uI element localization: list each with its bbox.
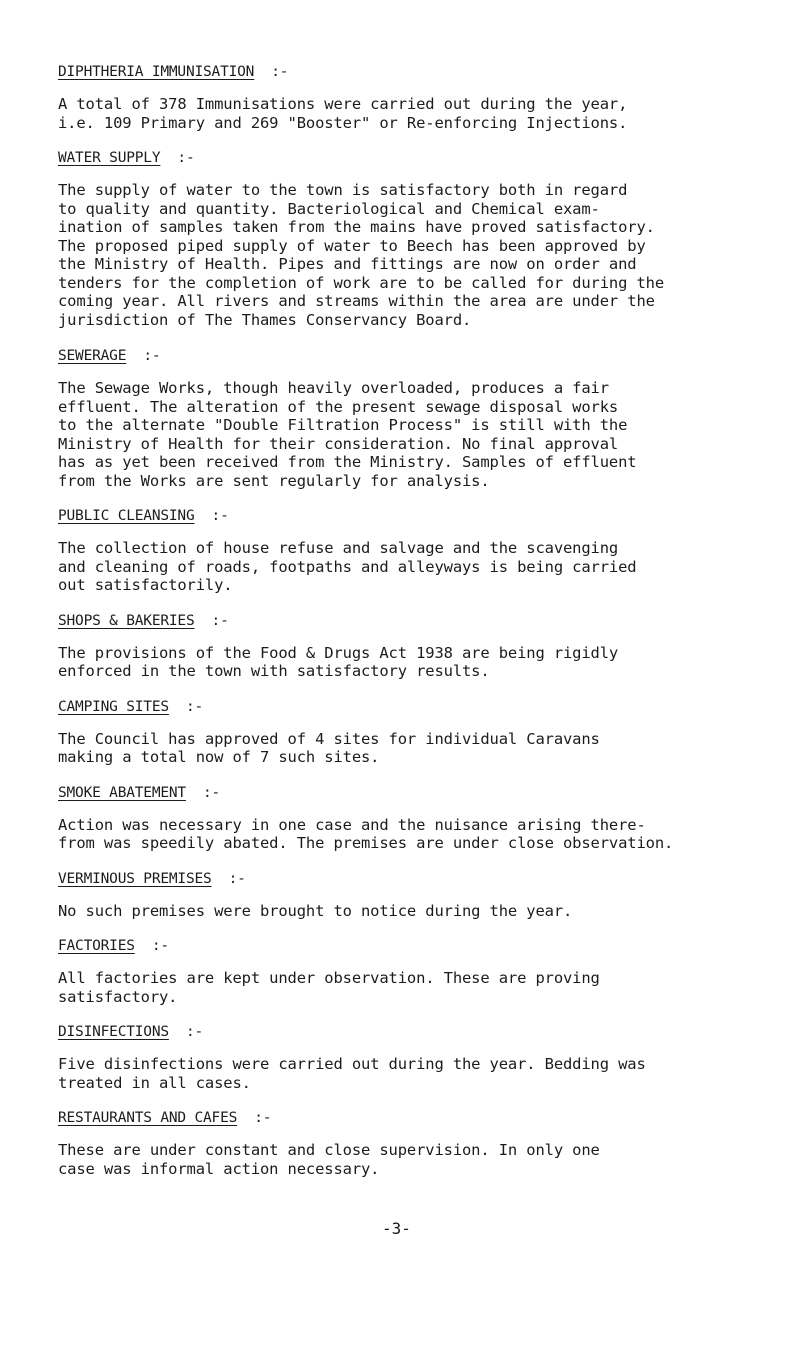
section-factories — [58, 936, 794, 1006]
body-line: jurisdiction of The Thames Conservancy Board. — [58, 310, 472, 329]
section-heading — [58, 869, 794, 889]
section-heading — [58, 783, 794, 803]
body-line: making a total now of 7 such sites. — [58, 748, 380, 766]
section-camping-sites — [58, 697, 794, 767]
section-smoke-abatement — [58, 783, 794, 853]
section-body — [58, 644, 794, 681]
heading-suffix: :- — [254, 1110, 272, 1126]
body-line: from the Works are sent regularly for analysis. — [58, 471, 490, 490]
section-heading — [58, 62, 794, 82]
section-restaurants-cafes — [58, 1108, 794, 1178]
body-line: treated in all cases. — [58, 1073, 251, 1092]
heading-title: PUBLIC CLEANSING — [58, 508, 195, 524]
section-heading — [58, 936, 794, 956]
body-line: The supply of water to the town is satisfactory both in regard — [58, 181, 628, 199]
heading-title: VERMINOUS PREMISES — [58, 870, 212, 887]
body-line: and cleaning of roads, footpaths and alleyways is being carried — [58, 557, 637, 576]
heading-title: FACTORIES — [58, 938, 135, 954]
body-line: effluent. The alteration of the present sewage disposal works — [58, 397, 619, 416]
section-body — [58, 181, 794, 329]
heading-suffix: :- — [177, 150, 195, 166]
body-line: The collection of house refuse and salvage and the scavenging — [58, 539, 619, 557]
body-line: All factories are kept under observation. These are proving — [58, 969, 600, 987]
section-body — [58, 730, 794, 767]
body-line: out satisfactorily. — [58, 576, 233, 594]
section-heading — [58, 148, 794, 168]
heading-suffix: :- — [271, 64, 289, 80]
heading-title: RESTAURANTS AND CAFES — [58, 1110, 238, 1126]
heading-suffix: :- — [151, 938, 169, 954]
body-line: satisfactory. — [58, 987, 178, 1006]
section-heading — [58, 346, 794, 366]
body-line: The provisions of the Food & Drugs Act 1938 are being rigidly — [58, 643, 619, 662]
heading-suffix: :- — [203, 784, 221, 801]
body-line: The Sewage Works, though heavily overloaded, produces a fair — [58, 379, 609, 397]
section-shops-bakeries — [58, 611, 794, 681]
body-line: enforced in the town with satisfactory results. — [58, 662, 490, 680]
heading-title: CAMPING SITES — [58, 698, 169, 715]
heading-title: WATER SUPPLY — [58, 150, 161, 166]
heading-suffix: :- — [228, 870, 246, 887]
heading-suffix: :- — [143, 348, 161, 364]
body-line: No such premises were brought to notice during the year. — [58, 901, 573, 920]
section-heading — [58, 1022, 794, 1042]
section-body — [58, 816, 794, 853]
page-number: -3- — [382, 1219, 411, 1238]
body-line: These are under constant and close supervision. In only one — [58, 1141, 600, 1159]
heading-suffix: :- — [185, 698, 204, 715]
section-disinfections — [58, 1022, 794, 1092]
section-body — [58, 1055, 794, 1092]
body-line: the Ministry of Health. Pipes and fittings are now on order and — [58, 255, 637, 273]
body-line: from was speedily abated. The premises are under close observation. — [58, 834, 674, 852]
body-line: A total of 378 Immunisations were carried out during the year, — [58, 95, 628, 113]
heading-title: SMOKE ABATEMENT — [58, 784, 186, 801]
heading-title: SHOPS & BAKERIES — [58, 612, 195, 629]
heading-suffix: :- — [211, 612, 229, 629]
body-line: Five disinfections were carried out during the year. Bedding was — [58, 1055, 646, 1073]
heading-suffix: :- — [185, 1024, 204, 1040]
body-line: ination of samples taken from the mains have proved satisfactory. — [58, 218, 655, 236]
section-diphtheria-immunisation — [58, 62, 794, 132]
section-body — [58, 969, 794, 1006]
body-line: has as yet been received from the Ministry. Samples of effluent — [58, 453, 637, 471]
body-line: coming year. All rivers and streams within the area are under the — [58, 292, 655, 310]
heading-suffix: :- — [211, 508, 229, 524]
section-verminous-premises — [58, 869, 794, 921]
section-heading — [58, 506, 794, 526]
body-line: to quality and quantity. Bacteriological and Chemical exam- — [58, 199, 600, 218]
section-heading — [58, 697, 794, 717]
body-line: case was informal action necessary. — [58, 1159, 380, 1178]
section-water-supply — [58, 148, 794, 329]
section-body — [58, 539, 794, 595]
section-body — [58, 379, 794, 490]
section-heading — [58, 1108, 794, 1128]
body-line: The Council has approved of 4 sites for individual Caravans — [58, 729, 600, 748]
body-line: Action was necessary in one case and the nuisance arising there- — [58, 815, 646, 834]
heading-title: DIPHTHERIA IMMUNISATION — [58, 64, 255, 80]
section-heading — [58, 611, 794, 631]
body-line: i.e. 109 Primary and 269 "Booster" or Re-enforcing Injections. — [58, 113, 628, 132]
section-sewerage — [58, 346, 794, 490]
document-page — [58, 62, 794, 1178]
section-body — [58, 1141, 794, 1178]
section-body — [58, 902, 794, 921]
body-line: Ministry of Health for their consideration. No final approval — [58, 434, 619, 453]
heading-title: DISINFECTIONS — [58, 1024, 169, 1040]
body-line: The proposed piped supply of water to Beech has been approved by — [58, 236, 646, 255]
heading-title: SEWERAGE — [58, 348, 127, 364]
body-line: to the alternate "Double Filtration Process" is still with the — [58, 416, 628, 434]
body-line: tenders for the completion of work are to be called for during the — [58, 273, 664, 292]
section-public-cleansing — [58, 506, 794, 595]
section-body — [58, 95, 794, 132]
